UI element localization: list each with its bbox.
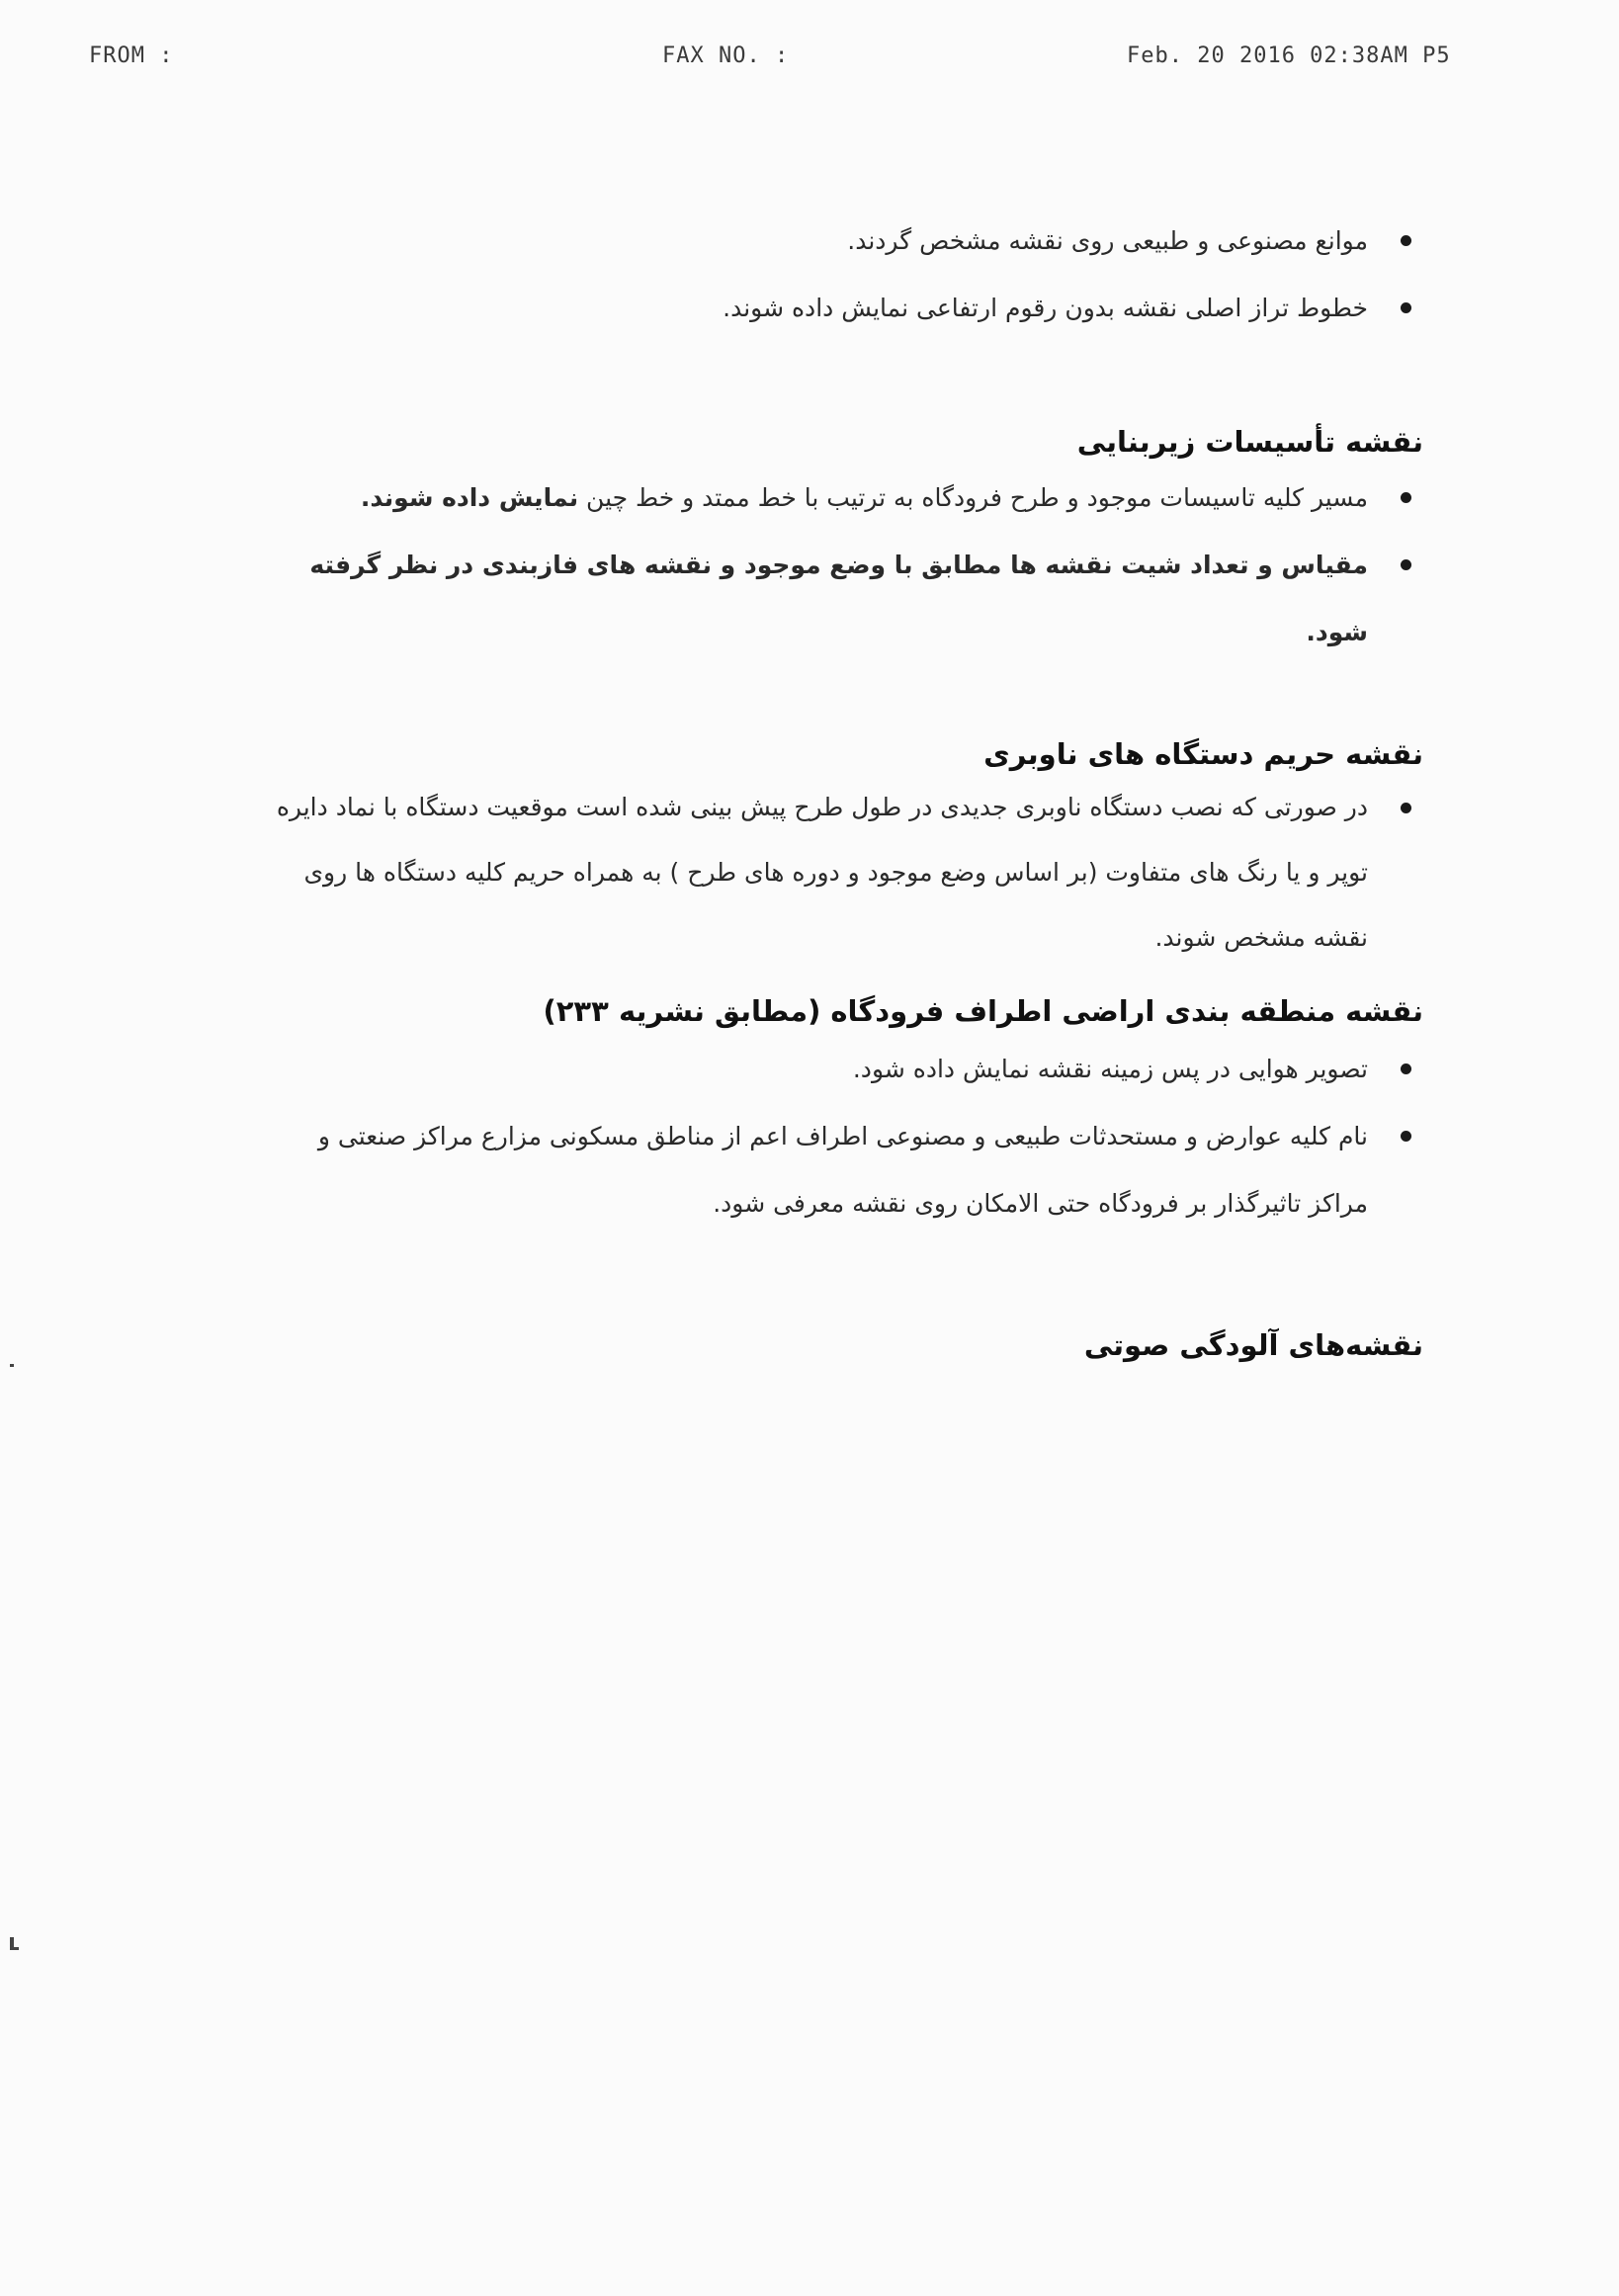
bullet-dot-icon — [1401, 492, 1411, 503]
section-list — [267, 465, 1423, 666]
list-item: نام کلیه عوارض و مستحدثات طبیعی و مصنوعی اطراف اعم از مناطق مسکونی مزارع مراکز صنعتی و مراکز تاثیرگذار بر فرودگاه حتی الامکان روی نقشه معرفی شود. — [267, 1103, 1423, 1237]
bullet-dot-icon — [1401, 235, 1411, 246]
bullet-dot-icon — [1401, 803, 1411, 813]
section-title: نقشه‌های آلودگی صوتی — [1083, 1328, 1423, 1362]
section-title: نقشه تأسیسات زیربنایی — [1076, 425, 1423, 459]
fax-timestamp: Feb. 20 2016 02:38AM P5 — [1127, 43, 1451, 68]
list-item: موانع مصنوعی و طبیعی روی نقشه مشخص گردند. — [336, 208, 1423, 275]
section-title: نقشه منطقه بندی اراضی اطراف فرودگاه (مطابق نشریه ۲۳۳) — [543, 994, 1423, 1028]
scan-artifact — [10, 1947, 19, 1950]
scan-artifact — [10, 1364, 14, 1367]
document-body — [267, 208, 1423, 1362]
section-list — [267, 1036, 1423, 1237]
list-item: مسیر کلیه تاسیسات موجود و طرح فرودگاه به ترتیب با خط ممتد و خط چین نمایش داده شوند. — [267, 465, 1423, 532]
fax-header — [0, 43, 1619, 83]
bullet-dot-icon — [1401, 1063, 1411, 1074]
bullet-dot-icon — [1401, 1131, 1411, 1142]
list-item: در صورتی که نصب دستگاه ناوبری جدیدی در طول طرح پیش بینی شده است موقعیت دستگاه با نماد دایره توپر و یا رنگ های متفاوت (بر اساس وضع موجود و دوره های طرح ) به همراه حریم کلیه دستگاه ها روی نقشه مشخص شوند. — [267, 775, 1423, 971]
section-list — [267, 775, 1423, 971]
section-title: نقشه حریم دستگاه های ناوبری — [983, 737, 1423, 771]
bullet-dot-icon — [1401, 302, 1411, 313]
list-item: مقیاس و تعداد شیت نقشه ها مطابق با وضع موجود و نقشه های فازبندی در نظر گرفته شود. — [267, 532, 1423, 666]
intro-list — [336, 208, 1423, 342]
list-item: خطوط تراز اصلی نقشه بدون رقوم ارتفاعی نمایش داده شوند. — [336, 275, 1423, 342]
fax-from: FROM : — [89, 43, 174, 68]
fax-number: FAX NO. : — [662, 43, 790, 68]
bullet-dot-icon — [1401, 559, 1411, 570]
list-item: تصویر هوایی در پس زمینه نقشه نمایش داده شود. — [267, 1036, 1423, 1103]
